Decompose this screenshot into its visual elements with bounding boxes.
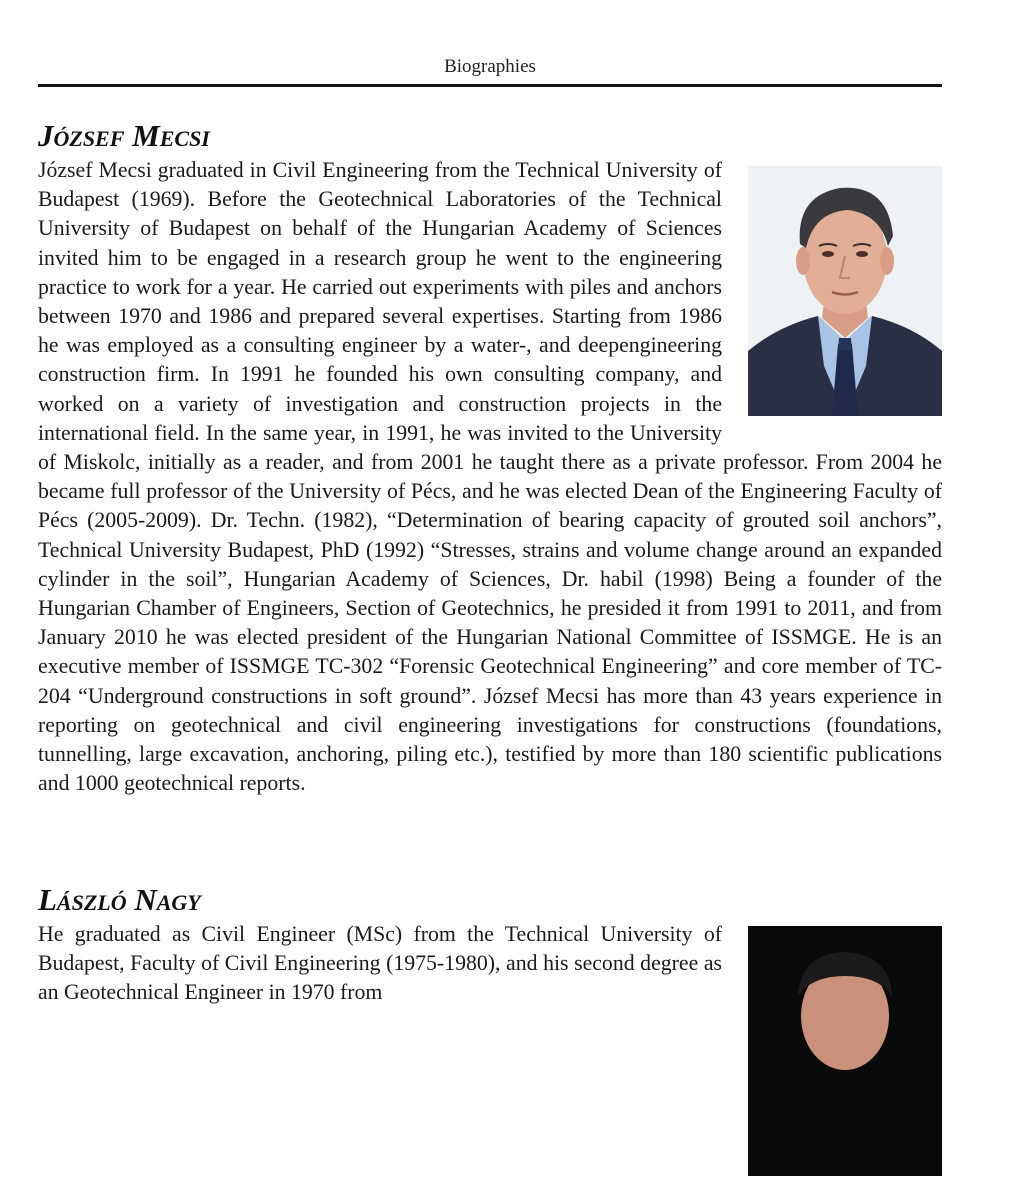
portrait-photo	[748, 926, 942, 1176]
biography-jozsef-mecsi	[38, 116, 942, 798]
bio-text: He graduated as Civil Engineer (MSc) from the Technical University of Budapest, Faculty of Civil Engineering (1975-1980), and his second degree as an Geotechnical Engineer in 1970 from	[38, 922, 722, 1005]
bio-name: László Nagy	[38, 882, 201, 917]
document-page	[38, 0, 942, 1005]
header-rule	[38, 84, 942, 87]
bio-text: József Mecsi graduated in Civil Engineering from the Technical University of Budapest (1969). Before the Geotechnical Laboratories of the Technical University of Budapest on behalf of the Hungarian Academy of Sciences invited him to be engaged in a research group he went to the engineering practice to work for a year. He carried out experiments with piles and anchors between 1970 and 1986 and prepared several expertises. Starting from 1986 he was employed as a consulting engineer by a water-, and deepengineering construction firm. In 1991 he founded his own consulting company, and worked on a variety of investigation and construction projects in the international field. In the same year, in 1991, he was invited to the University of Miskolc, initially as a reader, and from 2001 he taught there as a private professor. From 2004 he became full professor of the University of Pécs, and he was elected Dean of the Engineering Faculty of Pécs (2005-2009). Dr. Techn. (1982), “Determination of bearing capacity of grouted soil anchors”, Technical University Budapest, PhD (1992) “Stresses, strains and volume change around an expanded cylinder in the soil”, Hungarian Academy of Sciences, Dr. habil (1998) Being a founder of the Hungarian Chamber of Engineers, Section of Geotechnics, he presided it from 1991 to 2011, and from January 2010 he was elected president of the Hungarian National Committee of ISSMGE. He is an executive member of ISSMGE TC-302 “Forensic Geotechnical Engineering” and core member of TC-204 “Underground constructions in soft ground”. József Mecsi has more than 43 years experience in reporting on geotechnical and civil engineering investigations for constructions (foundations, tunnelling, large excavation, anchoring, piling etc.), testified by more than 180 scientific publications and 1000 geotechnical reports.	[38, 158, 942, 796]
biography-laszlo-nagy	[38, 880, 942, 1184]
portrait-photo	[748, 166, 942, 416]
running-header: Biographies	[444, 56, 536, 77]
bio-name: József Mecsi	[38, 118, 210, 153]
